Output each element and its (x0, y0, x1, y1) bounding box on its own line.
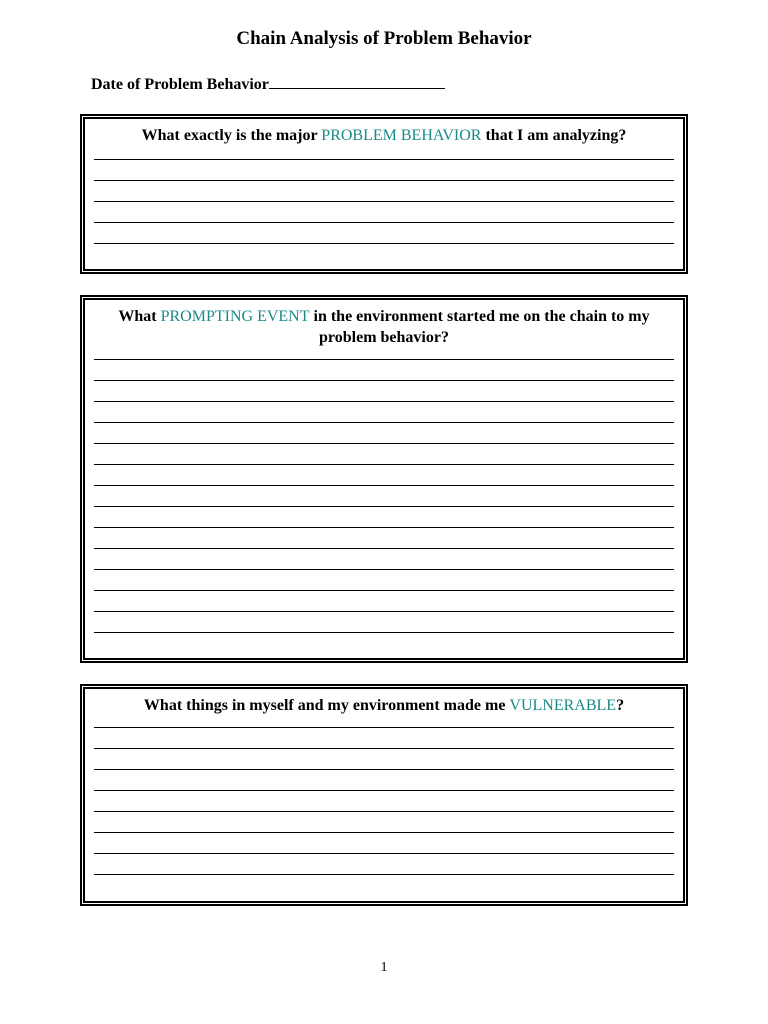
answer-line (94, 380, 674, 381)
question-highlight: PROBLEM BEHAVIOR (321, 127, 482, 144)
page-number: 1 (380, 960, 388, 975)
prompting-event-question (99, 306, 669, 348)
answer-line (94, 632, 674, 633)
question-text: What things in myself and my environment made me (143, 697, 510, 714)
answer-line (94, 611, 674, 612)
answer-line (94, 874, 674, 875)
question-highlight: VULNERABLE (509, 697, 617, 714)
question-text: What (118, 308, 161, 325)
date-blank-line[interactable] (269, 73, 445, 89)
prompting-event-box (80, 295, 688, 663)
answer-line (94, 180, 674, 181)
answer-line (94, 548, 674, 549)
question-text: ? (616, 697, 625, 714)
answer-line (94, 159, 674, 160)
date-label: Date of Problem Behavior (91, 76, 269, 93)
answer-line (94, 569, 674, 570)
answer-line (94, 527, 674, 528)
answer-line (94, 201, 674, 202)
answer-line (94, 506, 674, 507)
question-text: in the environment started me on the chain to my problem behavior? (309, 308, 650, 346)
question-text: What exactly is the major (141, 127, 322, 144)
answer-line (94, 222, 674, 223)
vulnerability-question (99, 695, 669, 716)
answer-line (94, 485, 674, 486)
problem-behavior-question (99, 125, 669, 146)
answer-line (94, 748, 674, 749)
answer-line (94, 443, 674, 444)
answer-line (94, 811, 674, 812)
answer-line (94, 853, 674, 854)
answer-line (94, 422, 674, 423)
answer-line (94, 243, 674, 244)
answer-line (94, 401, 674, 402)
answer-line (94, 769, 674, 770)
date-field-row (91, 73, 445, 94)
answer-line (94, 590, 674, 591)
answer-line (94, 790, 674, 791)
problem-behavior-box (80, 114, 688, 274)
page-title: Chain Analysis of Problem Behavior (236, 28, 532, 49)
answer-line (94, 832, 674, 833)
answer-line (94, 727, 674, 728)
question-text: that I am analyzing? (481, 127, 627, 144)
answer-line (94, 359, 674, 360)
question-highlight: PROMPTING EVENT (160, 308, 310, 325)
vulnerability-box (80, 684, 688, 906)
answer-line (94, 464, 674, 465)
